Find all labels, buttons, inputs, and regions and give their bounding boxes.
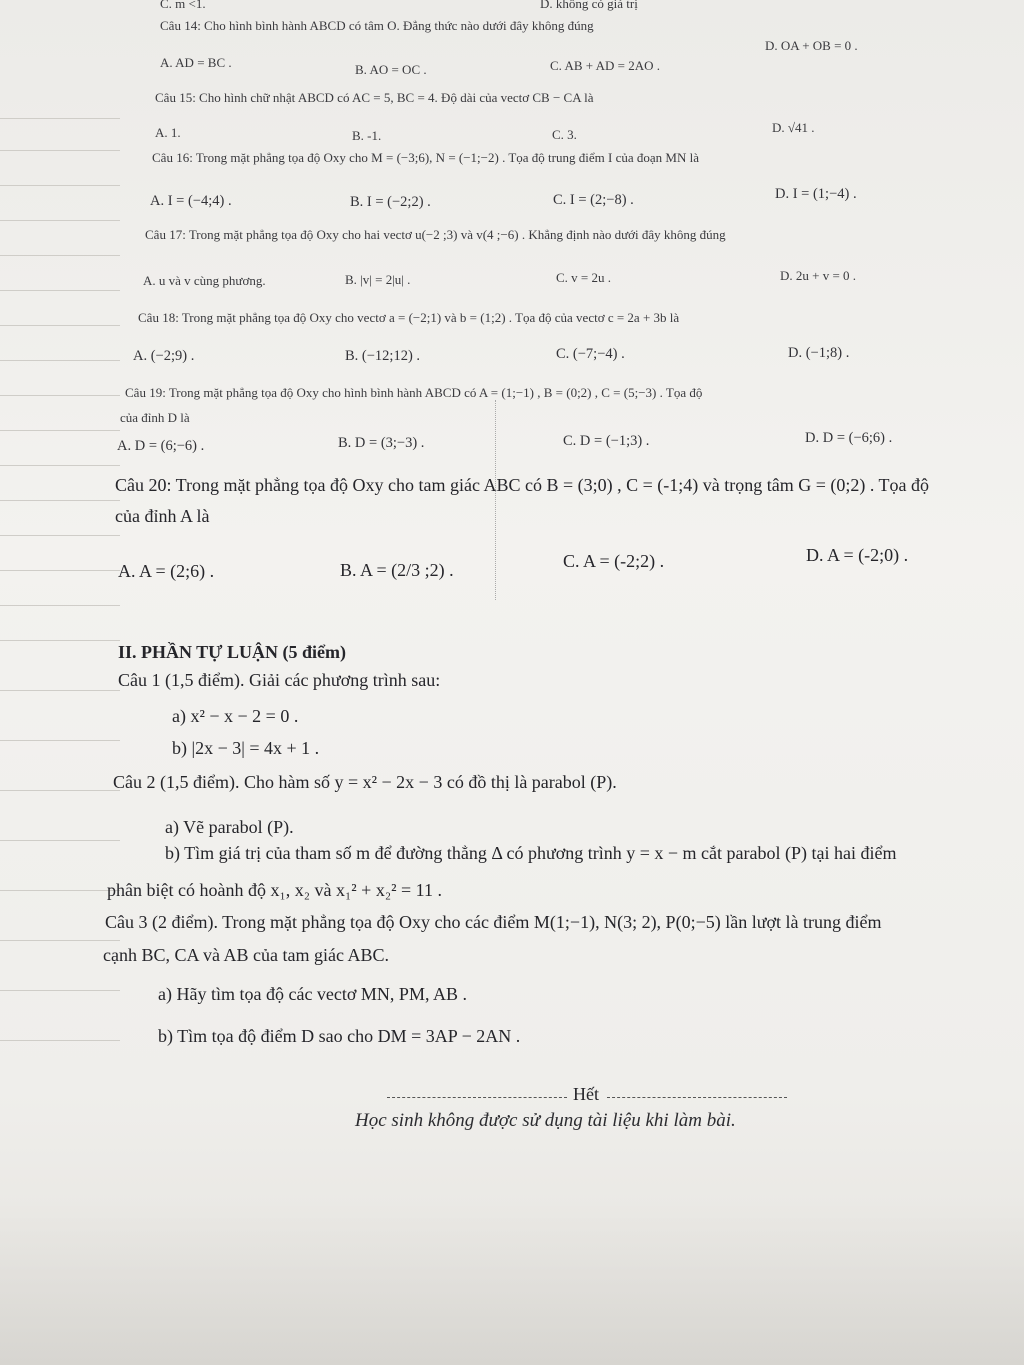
essay-q3a: a) Hãy tìm tọa độ các vectơ MN, PM, AB . <box>158 984 467 1004</box>
q20-option-b: B. A = (2/3 ;2) . <box>340 560 454 580</box>
q19-option-b: B. D = (3;−3) . <box>338 435 425 451</box>
top-option-d: D. không có giá trị <box>540 0 638 11</box>
q15-option-c: C. 3. <box>552 127 577 142</box>
q14-option-d: D. OA + OB = 0 . <box>765 38 858 53</box>
page-shadow <box>0 1200 1024 1365</box>
q16-option-b: B. I = (−2;2) . <box>350 194 431 210</box>
q16-option-a: A. I = (−4;4) . <box>150 193 232 209</box>
question-19-line1: Câu 19: Trong mặt phẳng tọa độ Oxy cho hình bình hành ABCD có A = (1;−1) , B = (0;2) , C = (5;−3) . Tọa độ <box>125 385 703 400</box>
question-15: Câu 15: Cho hình chữ nhật ABCD có AC = 5, BC = 4. Độ dài của vectơ CB − CA là <box>155 90 594 105</box>
part-2-heading: II. PHẦN TỰ LUẬN (5 điểm) <box>118 642 346 662</box>
essay-q3-line2: cạnh BC, CA và AB của tam giác ABC. <box>103 945 389 965</box>
q18-option-c: C. (−7;−4) . <box>556 346 625 362</box>
q18-option-b: B. (−12;12) . <box>345 348 421 364</box>
essay-q3b: b) Tìm tọa độ điểm D sao cho DM = 3AP − 2AN . <box>158 1026 521 1046</box>
q20-option-c: C. A = (-2;2) . <box>563 551 665 571</box>
q17-option-a: A. u và v cùng phương. <box>143 273 266 288</box>
q15-option-a: A. 1. <box>155 125 181 140</box>
essay-q1: Câu 1 (1,5 điểm). Giải các phương trình sau: <box>118 670 441 690</box>
essay-q2b-line1: b) Tìm giá trị của tham số m để đường thẳng Δ có phương trình y = x − m cắt parabol (P) tại hai điểm <box>165 843 897 863</box>
q18-option-a: A. (−2;9) . <box>133 348 195 364</box>
end-rule-right <box>607 1097 787 1098</box>
end-marker: Hết <box>573 1084 599 1104</box>
q17-option-b: B. |v| = 2|u| . <box>345 272 411 287</box>
q15-option-b: B. -1. <box>352 128 382 143</box>
q18-option-d: D. (−1;8) . <box>788 345 850 361</box>
q17-option-c: C. v = 2u . <box>556 270 612 285</box>
question-17: Câu 17: Trong mặt phẳng tọa độ Oxy cho hai vectơ u(−2 ;3) và v(4 ;−6) . Khẳng định nào dưới đây không đúng <box>145 227 726 242</box>
q17-option-d: D. 2u + v = 0 . <box>780 268 857 283</box>
question-20-line2: của đỉnh A là <box>115 506 210 526</box>
footer-note: Học sinh không được sử dụng tài liệu khi làm bài. <box>355 1110 736 1131</box>
q14-option-b: B. AO = OC . <box>355 62 427 77</box>
essay-q1a: a) x² − x − 2 = 0 . <box>172 706 299 726</box>
q14-option-c: C. AB + AD = 2AO . <box>550 58 661 73</box>
essay-q2a: a) Vẽ parabol (P). <box>165 817 294 837</box>
fold-mark <box>495 400 497 600</box>
essay-q2: Câu 2 (1,5 điểm). Cho hàm số y = x² − 2x − 3 có đồ thị là parabol (P). <box>113 772 617 792</box>
q20-option-d: D. A = (-2;0) . <box>806 545 909 565</box>
end-rule-left <box>387 1097 567 1098</box>
question-18: Câu 18: Trong mặt phẳng tọa độ Oxy cho vectơ a = (−2;1) và b = (1;2) . Tọa độ của vectơ c = 2a + 3b là <box>138 310 680 325</box>
q19-option-a: A. D = (6;−6) . <box>117 438 205 454</box>
question-14: Câu 14: Cho hình bình hành ABCD có tâm O. Đẳng thức nào dưới đây không đúng <box>160 18 594 33</box>
q15-option-d: D. √41 . <box>772 120 815 135</box>
top-option-c: C. m <1. <box>160 0 206 11</box>
q19-option-d: D. D = (−6;6) . <box>805 430 893 446</box>
essay-q1b: b) |2x − 3| = 4x + 1 . <box>172 738 320 758</box>
essay-q2b-line2: phân biệt có hoành độ x₁, x₂ và x₁² + x₂² = 11 . <box>107 880 442 900</box>
bleed-through-lines <box>0 0 130 1365</box>
q20-option-a: A. A = (2;6) . <box>118 561 215 581</box>
q14-option-a: A. AD = BC . <box>160 55 232 70</box>
q16-option-d: D. I = (1;−4) . <box>775 186 857 202</box>
q16-option-c: C. I = (2;−8) . <box>553 192 634 208</box>
question-16: Câu 16: Trong mặt phẳng tọa độ Oxy cho M = (−3;6), N = (−1;−2) . Tọa độ trung điểm I của đoạn MN là <box>152 150 699 165</box>
q19-option-c: C. D = (−1;3) . <box>563 433 650 449</box>
question-20-line1: Câu 20: Trong mặt phẳng tọa độ Oxy cho tam giác ABC có B = (3;0) , C = (-1;4) và trọng tâm G = (0;2) . Tọa độ <box>115 475 930 495</box>
essay-q3-line1: Câu 3 (2 điểm). Trong mặt phẳng tọa độ Oxy cho các điểm M(1;−1), N(3; 2), P(0;−5) lần lượt là trung điểm <box>105 912 882 932</box>
question-19-line2: của đỉnh D là <box>120 410 190 425</box>
